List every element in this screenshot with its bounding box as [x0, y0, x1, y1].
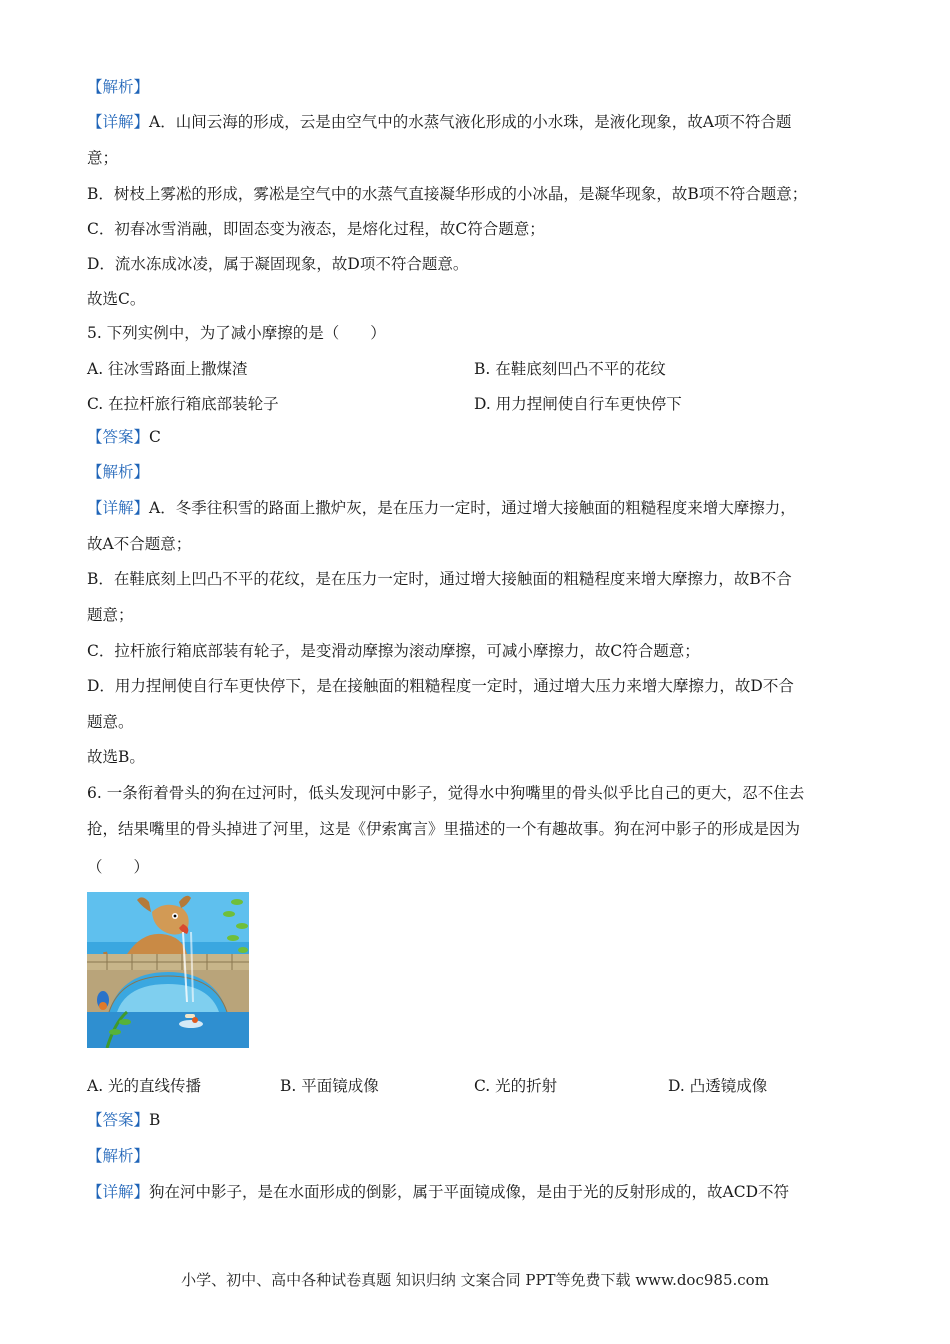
option-d: D. 凸透镜成像 [668, 1077, 768, 1095]
option-d: D. 用力捏闸使自行车更快停下 [474, 395, 682, 413]
dog-bridge-illustration [87, 892, 249, 1048]
detail-text: D．用力捏闸使自行车更快停下，是在接触面的粗糙程度一定时，通过增大压力来增大摩擦力，故D不合 [87, 677, 794, 695]
detail-text: A．山间云海的形成，云是由空气中的水蒸气液化形成的小水珠，是液化现象，故A项不符合题 [149, 113, 792, 131]
detail-text: 题意。 [87, 713, 134, 731]
detail-paragraph [87, 110, 791, 134]
conclusion-text: 故选B。 [87, 748, 145, 766]
detail-text: C．拉杆旅行箱底部装有轮子，是变滑动摩擦为滚动摩擦，可减小摩擦力，故C符合题意； [87, 642, 700, 660]
detail-text: B．在鞋底刻上凹凸不平的花纹，是在压力一定时，通过增大接触面的粗糙程度来增大摩擦力，故B不合 [87, 570, 792, 588]
detail-tag: 【详解】 [87, 113, 150, 131]
option-b: B. 平面镜成像 [280, 1077, 379, 1095]
option-c: C. 在拉杆旅行箱底部装轮子 [87, 395, 279, 413]
analysis-tag: 【解析】 [87, 1147, 150, 1165]
detail-tag: 【详解】 [87, 1183, 150, 1201]
detail-text: 题意； [87, 606, 134, 624]
detail-text: C．初春冰雪消融，即固态变为液态，是熔化过程，故C符合题意； [87, 220, 545, 238]
detail-text: 故A不合题意； [87, 535, 192, 553]
answer-line [87, 1108, 160, 1132]
question-stem: （ ） [87, 858, 150, 876]
answer-value: B [149, 1111, 161, 1129]
detail-paragraph [87, 496, 796, 520]
answer-tag: 【答案】 [87, 428, 150, 446]
question-stem: 抢，结果嘴里的骨头掉进了河里，这是《伊索寓言》里描述的一个有趣故事。狗在河中影子的形成是因为 [87, 820, 801, 838]
option-b: B. 在鞋底刻凹凸不平的花纹 [474, 360, 666, 378]
answer-line [87, 425, 161, 449]
answer-value: C [149, 428, 161, 446]
detail-text: A．冬季往积雪的路面上撒炉灰，是在压力一定时，通过增大接触面的粗糙程度来增大摩擦力， [149, 499, 796, 517]
option-a: A. 光的直线传播 [87, 1077, 202, 1095]
page-footer: 小学、初中、高中各种试卷真题 知识归纳 文案合同 PPT等免费下载 www.doc985.com [181, 1271, 769, 1289]
option-a: A. 往冰雪路面上撒煤渣 [87, 360, 248, 378]
detail-text: 意； [87, 149, 119, 167]
analysis-tag: 【解析】 [87, 463, 150, 481]
detail-text: B．树枝上雾凇的形成，雾凇是空气中的水蒸气直接凝华形成的小冰晶，是凝华现象，故B项不符合题意； [87, 185, 808, 203]
question-stem: 6. 一条衔着骨头的狗在过河时，低头发现河中影子，觉得水中狗嘴里的骨头似乎比自己的更大，忍不住去 [87, 784, 805, 802]
conclusion-text: 故选C。 [87, 290, 146, 308]
detail-paragraph [87, 1180, 789, 1204]
question-stem: 5. 下列实例中，为了减小摩擦的是（ ） [87, 324, 386, 342]
answer-tag: 【答案】 [87, 1111, 150, 1129]
detail-tag: 【详解】 [87, 499, 150, 517]
option-c: C. 光的折射 [474, 1077, 558, 1095]
detail-text: 狗在河中影子，是在水面形成的倒影，属于平面镜成像，是由于光的反射形成的，故ACD不符 [149, 1183, 789, 1201]
detail-text: D．流水冻成冰凌，属于凝固现象，故D项不符合题意。 [87, 255, 469, 273]
analysis-tag: 【解析】 [87, 78, 150, 96]
